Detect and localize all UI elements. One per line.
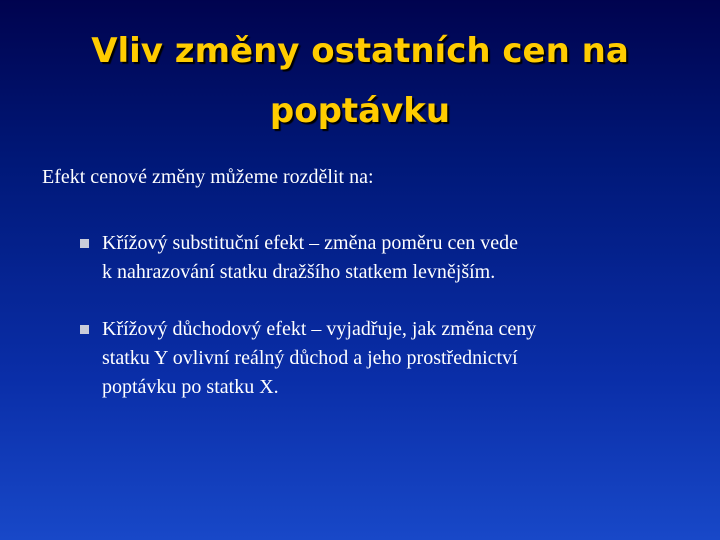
bullet-list <box>80 229 680 430</box>
bullet-1-line-1: Křížový substituční efekt – změna poměru cen vede <box>102 232 518 254</box>
bullet-item-income <box>80 315 680 402</box>
title-line-2: poptávku <box>269 90 451 131</box>
bullet-item-substitution <box>80 229 680 287</box>
square-bullet-icon <box>80 325 89 334</box>
square-bullet-icon <box>80 239 89 248</box>
title-line-1: Vliv změny ostatních cen na <box>91 31 629 71</box>
slide-title <box>40 22 680 141</box>
bullet-2-line-3: poptávku po statku X. <box>102 376 279 398</box>
bullet-1-line-2: k nahrazování statku dražšího statkem levnějším. <box>102 261 496 283</box>
bullet-2-line-1: Křížový důchodový efekt – vyjadřuje, jak změna ceny <box>102 318 537 340</box>
intro-text: Efekt cenové změny můžeme rozdělit na: <box>42 166 374 188</box>
bullet-2-line-2: statku Y ovlivní reálný důchod a jeho prostřednictví <box>102 347 518 369</box>
